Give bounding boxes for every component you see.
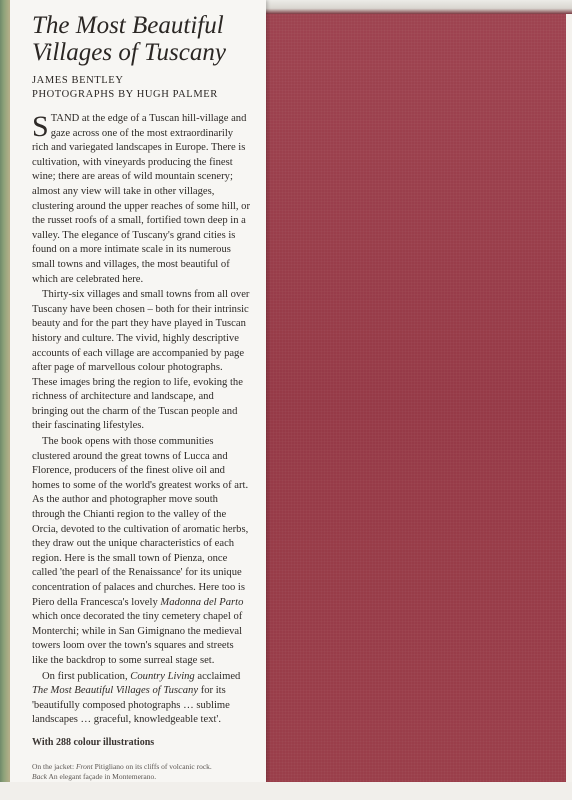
scan-bottom-margin <box>0 782 572 800</box>
cloth-cover-board <box>266 14 566 782</box>
illustrations-count: With 288 colour illustrations <box>32 736 155 748</box>
blurb-paragraph-1: STAND at the edge of a Tuscan hill-village and gaze across one of the most extraordinarily rich and variegated landscapes in Europe. There is cultivation, with vineyards producing the finest wine; there are areas of wild mountain scenery; almost any view will take in other villages, clustering around the upper reaches of some hill, or the russet roofs of a small, fortified town deep in a valley. The elegance of Tuscany's grand cities is found on a more intimate scale in its numerous small towns and villages, the most beautiful of which are celebrated here. <box>32 110 250 285</box>
book-title <box>32 12 250 66</box>
jacket-flap <box>10 0 266 782</box>
blurb-paragraph-2: Thirty-six villages and small towns from all over Tuscany have been chosen – both for their intrinsic beauty and for the part they have played in Tuscan history and culture. The vivid, highly descriptive accounts of each village are accompanied by page after page of marvellous colour photographs. These images bring the region to life, evoking the richness of architecture and landscape, and bringing out the charm of the Tuscan people and their fascinating lifestyles. <box>32 289 250 432</box>
blurb-paragraph-3: The book opens with those communities clustered around the great towns of Lucca and Florence, producers of the finest olive oil and homes to some of the world's greatest works of art. As the author and photographer move south through the Chianti region to the valley of the Orcia, devoted to the cultivation of aromatic herbs, they draw out the unique characteristics of each region. Here is the small town of Pienza, once called 'the pearl of the Renaissance' for its unique concentration of palaces and churches. Here too is Piero della Francesca's lovely Madonna del Parto which once decorated the tiny cemetery chapel of Monterchi; while in San Gimignano the medieval towers loom over the town's squares and streets like the backdrop to some surreal stage set. <box>32 436 249 666</box>
scan-edge-left <box>0 0 10 782</box>
photographer-credit: PHOTOGRAPHS BY HUGH PALMER <box>32 89 218 100</box>
jacket-caption: On the jacket: Front Pitigliano on its cliffs of volcanic rock. Back An elegant façade in Montemerano. <box>32 761 212 781</box>
blurb-text <box>32 112 250 728</box>
drop-cap: S <box>32 110 49 143</box>
blurb-paragraph-4: On first publication, Country Living acclaimed The Most Beautiful Villages of Tuscany for its 'beautifully composed photographs … sublime landscapes … graceful, knowledgeable text'. <box>32 670 241 726</box>
book-title-line2: Villages of Tuscany <box>32 39 226 66</box>
board-top-edge <box>266 0 572 14</box>
author-name: JAMES BENTLEY <box>32 75 124 86</box>
book-title-line1: The Most Beautiful <box>32 12 224 39</box>
